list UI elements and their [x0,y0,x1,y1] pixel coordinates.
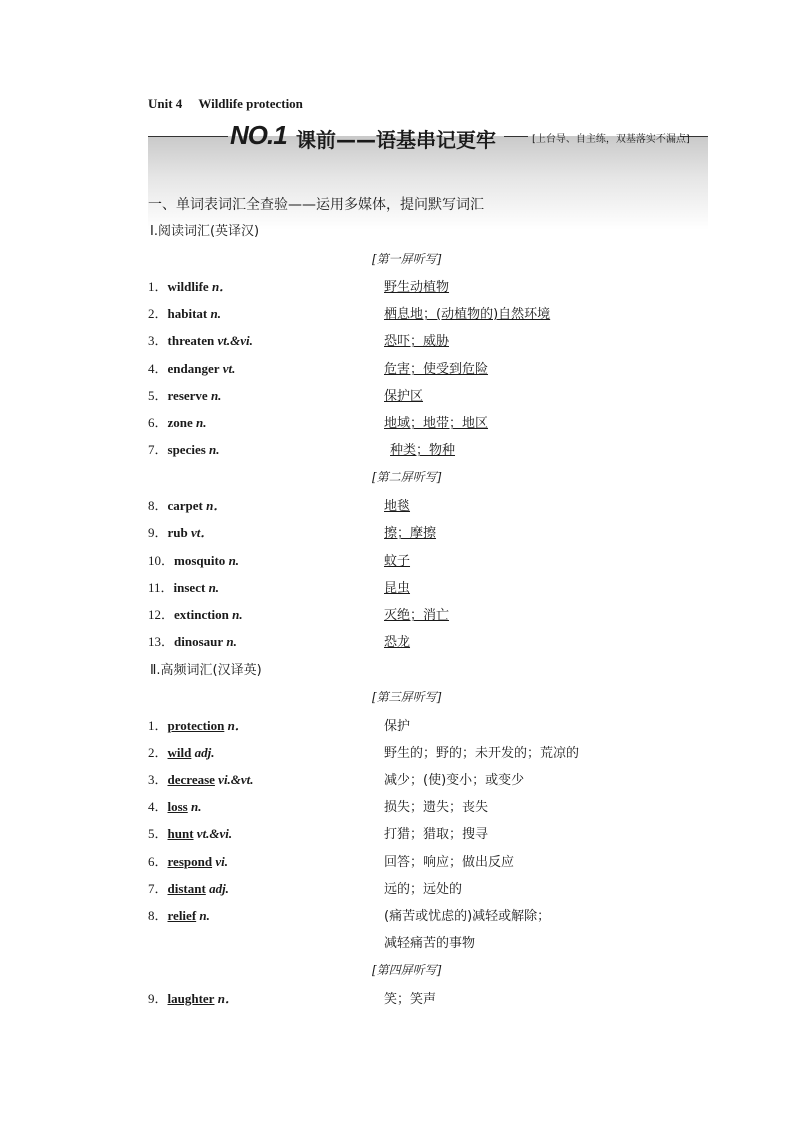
vocab-item: 3．decrease vi.&vt. 减少；(使)变小；或变少 [148,772,525,788]
vocab-item: 3．threaten vt.&vi. 恐吓；威胁 [148,333,450,349]
banner-number: NO.1 [230,120,287,150]
vocab-item: 5．hunt vt.&vi. 打猎；猎取；搜寻 [148,826,489,842]
vocab-item: 8．relief n. (痛苦或忧虑的)减轻或解除； [148,908,551,924]
vocab-item: 8．carpet n． 地毯 [148,498,411,514]
vocab-item: 6．zone n. 地域；地带；地区 [148,415,489,431]
vocab-item: 13．dinosaur n. 恐龙 [148,634,411,650]
vocab-item: 9．laughter n． 笑；笑声 [148,991,437,1007]
vocab-item: 1．wildlife n． 野生动植物 [148,279,450,295]
vocab-item: 11．insect n. 昆虫 [148,580,411,596]
part1-label: Ⅰ.阅读词汇(英译汉) [150,224,260,239]
vocab-item: 2．habitat n. 栖息地；(动植物的)自然环境 [148,306,551,322]
vocab-item-continued: 减轻痛苦的事物 [384,936,476,951]
unit-heading [148,96,303,112]
screen4-label: [第四屏听写] [372,963,442,977]
unit-title: Wildlife protection [198,96,303,111]
section-title: 一、单词表词汇全查验——运用多媒体，提问默写词汇 [148,197,484,213]
vocab-item: 6．respond vi. 回答；响应；做出反应 [148,854,515,870]
vocab-item: 4．endanger vt. 危害；使受到危险 [148,361,489,377]
vocab-item: 9．rub vt． 擦；摩擦 [148,525,437,541]
part2-label: Ⅱ.高频词汇(汉译英) [150,663,262,678]
vocab-item: 4．loss n. 损失；遗失；丧失 [148,799,489,815]
vocab-item: 2．wild adj. 野生的；野的；未开发的；荒凉的 [148,745,580,761]
unit-number: Unit 4 [148,96,183,111]
vocab-item: 1．protection n． 保护 [148,718,411,734]
vocab-item: 10．mosquito n. 蚊子 [148,553,411,569]
vocab-item: 5．reserve n. 保护区 [148,388,424,404]
screen1-label: [第一屏听写] [372,252,442,266]
banner-subtitle: [上台导、自主练，双基落实不漏点] [532,134,690,145]
screen3-label: [第三屏听写] [372,690,442,704]
banner-title: 课前——语基串记更牢 [296,128,496,152]
banner-rule-left [148,136,228,137]
vocab-item: 12．extinction n. 灭绝；消亡 [148,607,450,623]
vocab-item: 7．species n. 种类；物种 [148,442,456,458]
screen2-label: [第二屏听写] [372,470,442,484]
banner-rule-mid [504,136,528,137]
vocab-item: 7．distant adj. 远的；远处的 [148,881,463,897]
